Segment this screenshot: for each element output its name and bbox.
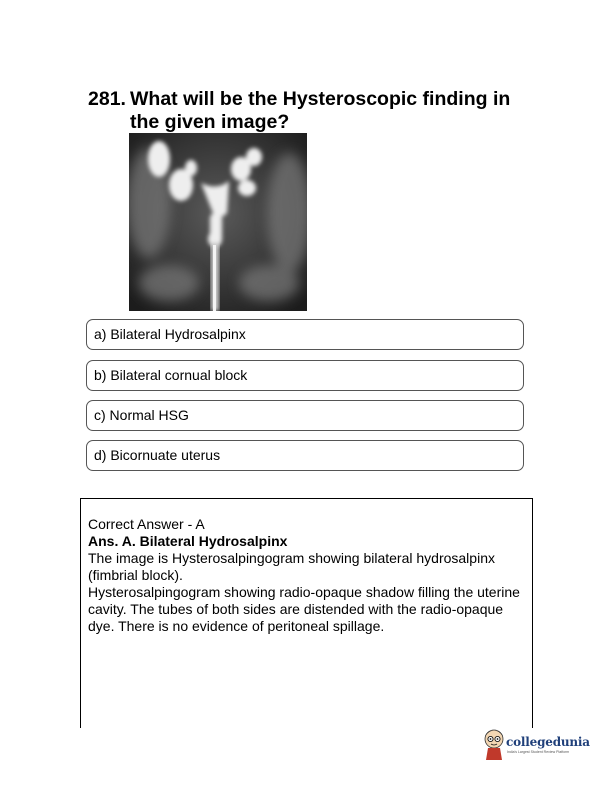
- mascot-icon: [482, 727, 506, 761]
- correct-answer-line: Correct Answer - A: [88, 516, 205, 532]
- question-number: 281.: [88, 88, 126, 110]
- answer-explanation-box: [80, 498, 533, 728]
- hsg-xray-image: [129, 133, 307, 311]
- answer-paragraph-2: Hysterosalpingogram showing radio-opaque shadow filling the uterine cavity. The tubes of both sides are distended with the radio-opaque dye. There is no evidence of peritoneal spillage.: [88, 584, 520, 634]
- logo-tagline: India's Largest Student Review Platform: [507, 750, 570, 754]
- option-a[interactable]: a) Bilateral Hydrosalpinx: [86, 319, 524, 350]
- option-c[interactable]: c) Normal HSG: [86, 400, 524, 431]
- answer-paragraph-1: The image is Hysterosalpingogram showing bilateral hydrosalpinx (fimbrial block).: [88, 550, 495, 583]
- option-d[interactable]: d) Bicornuate uterus: [86, 440, 524, 471]
- logo-brand-text: collegedunia: [506, 735, 590, 749]
- question: [88, 88, 538, 134]
- option-b[interactable]: b) Bilateral cornual block: [86, 360, 524, 391]
- answer-heading: Ans. A. Bilateral Hydrosalpinx: [88, 533, 288, 549]
- collegedunia-logo: [482, 727, 592, 763]
- question-text: What will be the Hysteroscopic finding in the given image?: [130, 88, 511, 133]
